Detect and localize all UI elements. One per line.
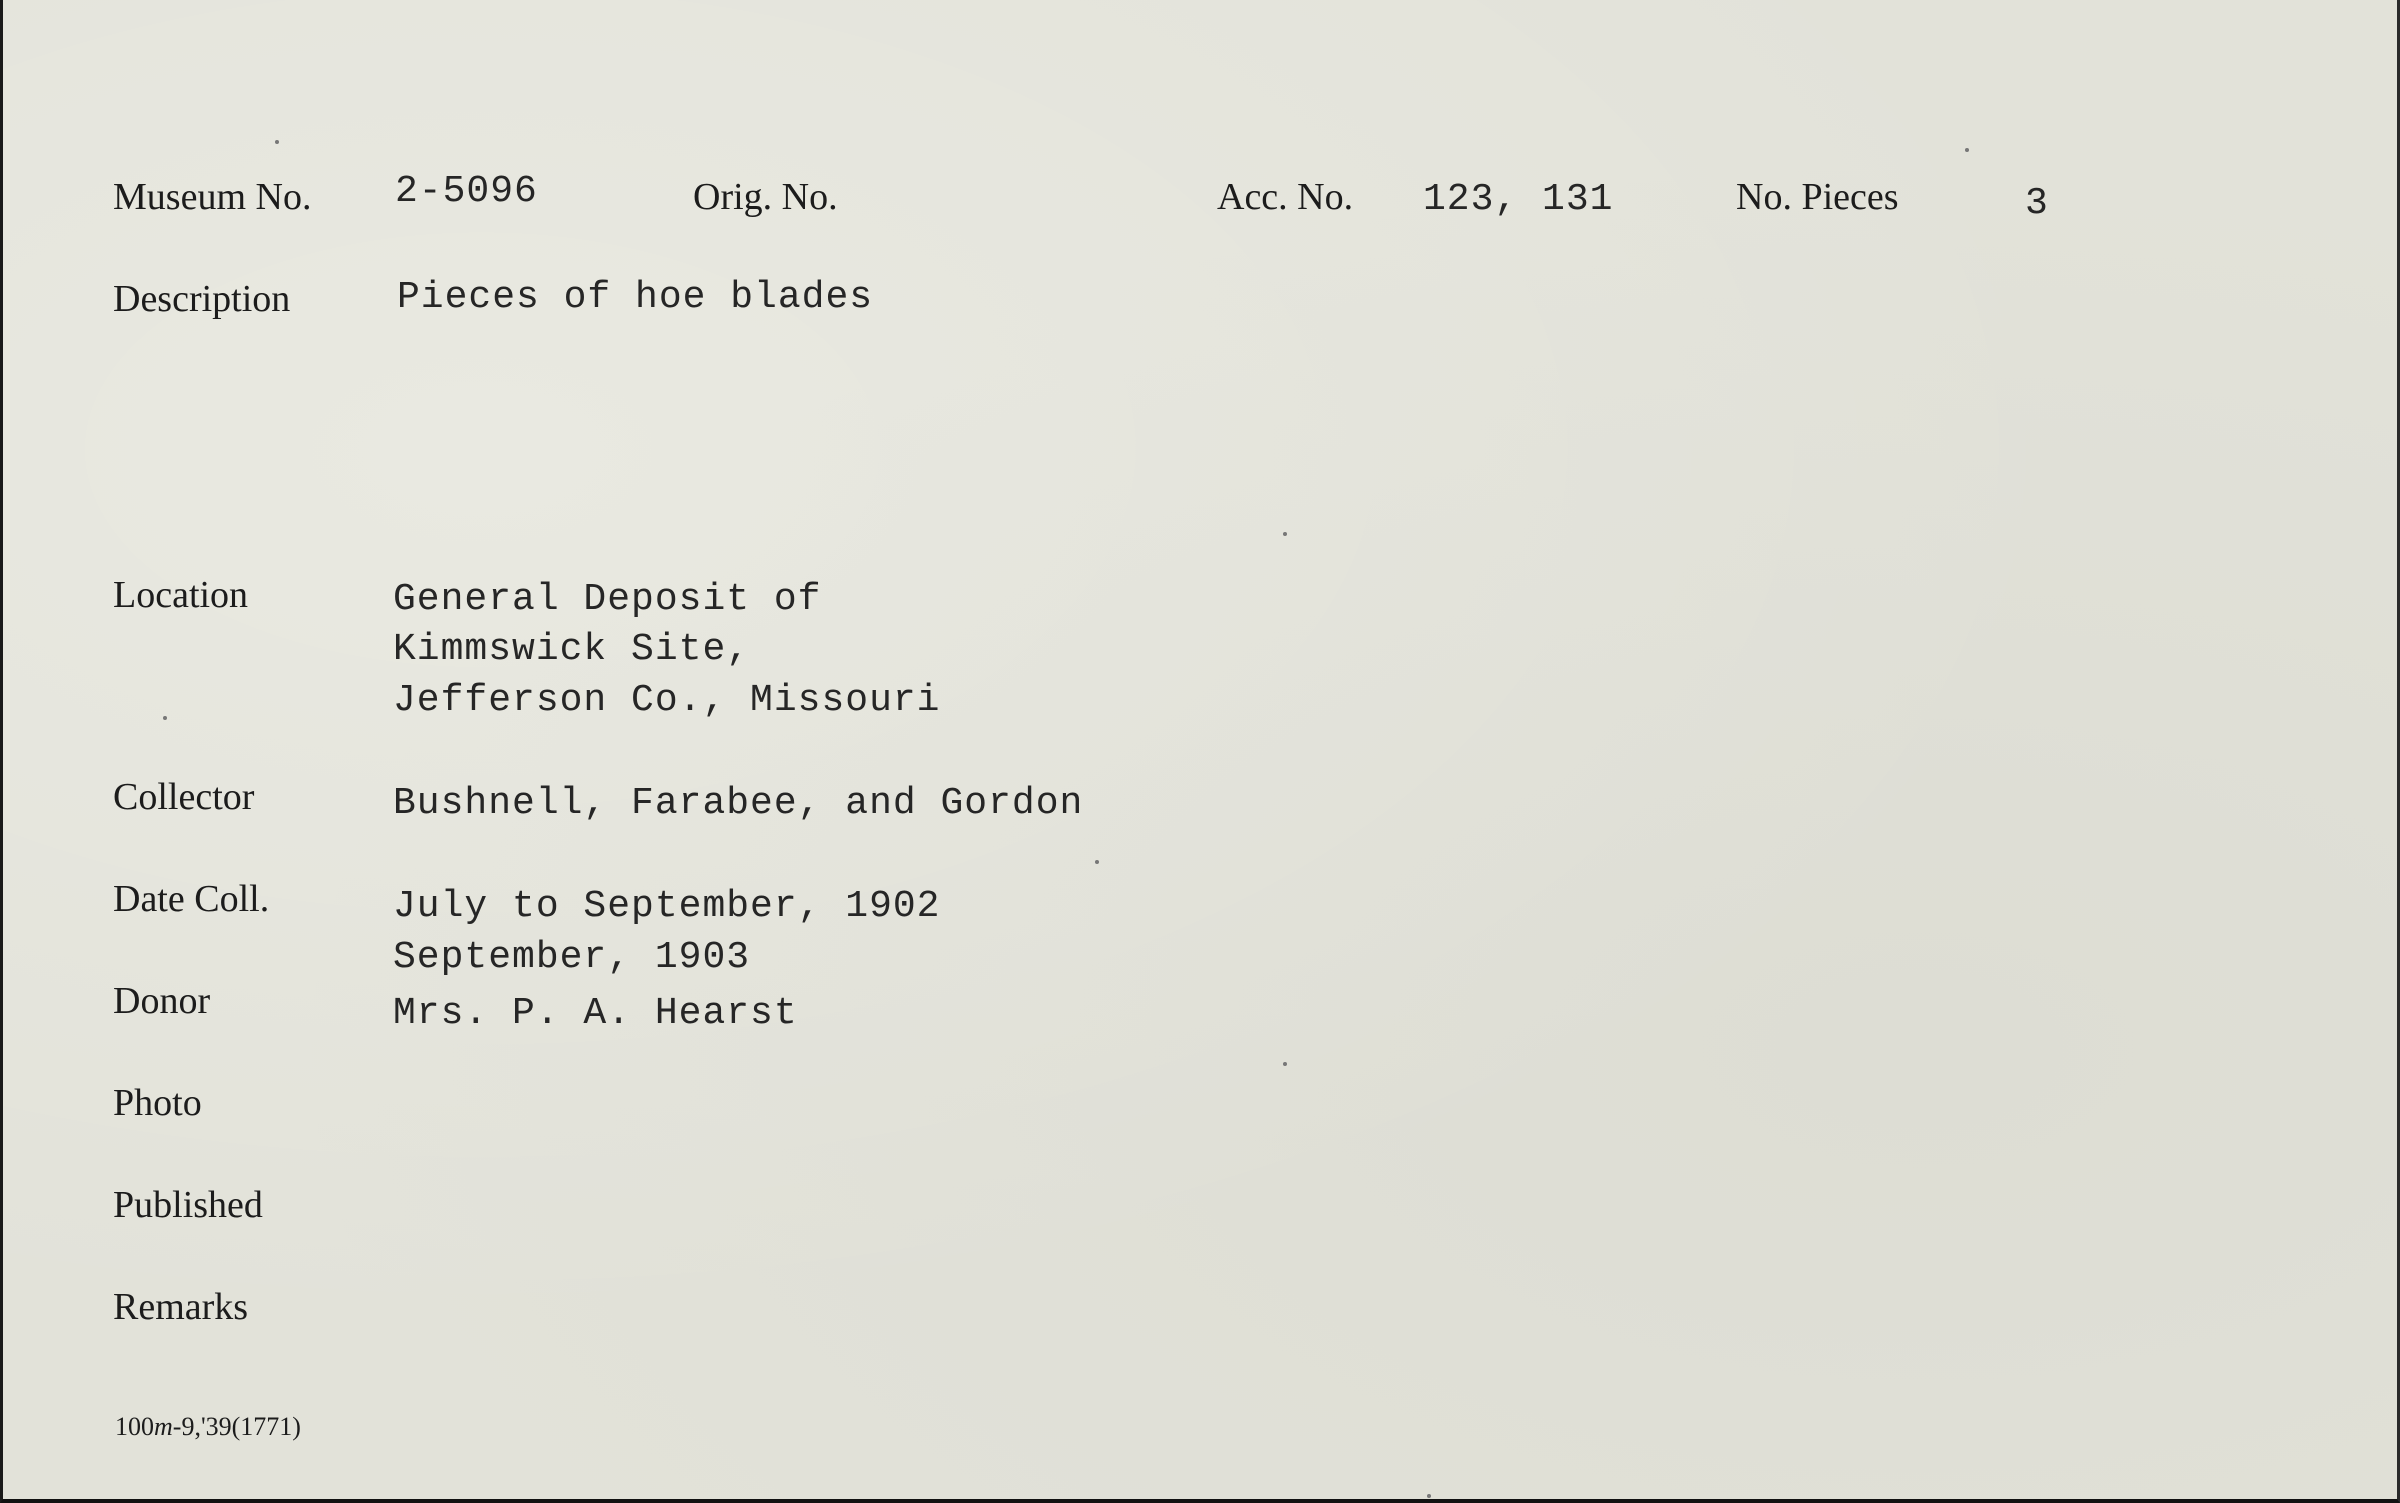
paper-speck	[163, 716, 167, 720]
paper-speck	[1283, 1062, 1287, 1066]
acc-no-value: 123, 131	[1423, 178, 1614, 221]
form-code-prefix: 100	[115, 1412, 154, 1441]
no-pieces-label: No. Pieces	[1736, 176, 1899, 218]
photo-label: Photo	[113, 1082, 202, 1124]
collector-value: Bushnell, Farabee, and Gordon	[393, 782, 1084, 825]
museum-no-label: Museum No.	[113, 176, 312, 218]
orig-no-label: Orig. No.	[693, 176, 838, 218]
location-label: Location	[113, 574, 249, 616]
published-label: Published	[113, 1184, 263, 1226]
location-line-2: Kimmswick Site,	[393, 628, 751, 671]
date-coll-line-1: July to September, 1902	[393, 885, 941, 928]
museum-no-value: 2-5096	[395, 170, 538, 213]
form-code	[115, 1414, 301, 1440]
donor-label: Donor	[113, 980, 211, 1022]
donor-value: Mrs. P. A. Hearst	[393, 992, 798, 1035]
paper-speck	[1095, 860, 1099, 864]
acc-no-label: Acc. No.	[1217, 176, 1354, 218]
description-value: Pieces of hoe blades	[397, 276, 874, 319]
form-code-italic: m	[154, 1412, 173, 1441]
remarks-label: Remarks	[113, 1286, 249, 1328]
paper-speck	[275, 140, 279, 144]
paper-speck	[1965, 148, 1969, 152]
description-label: Description	[113, 278, 291, 320]
paper-speck	[1427, 1494, 1431, 1498]
date-coll-label: Date Coll.	[113, 878, 270, 920]
collector-label: Collector	[113, 776, 255, 818]
location-line-3: Jefferson Co., Missouri	[393, 679, 941, 722]
form-code-suffix: -9,'39(1771)	[172, 1412, 301, 1441]
paper-speck	[1283, 532, 1287, 536]
location-line-1: General Deposit of	[393, 578, 822, 621]
date-coll-line-2: September, 1903	[393, 936, 751, 979]
no-pieces-value: 3	[2025, 182, 2049, 225]
